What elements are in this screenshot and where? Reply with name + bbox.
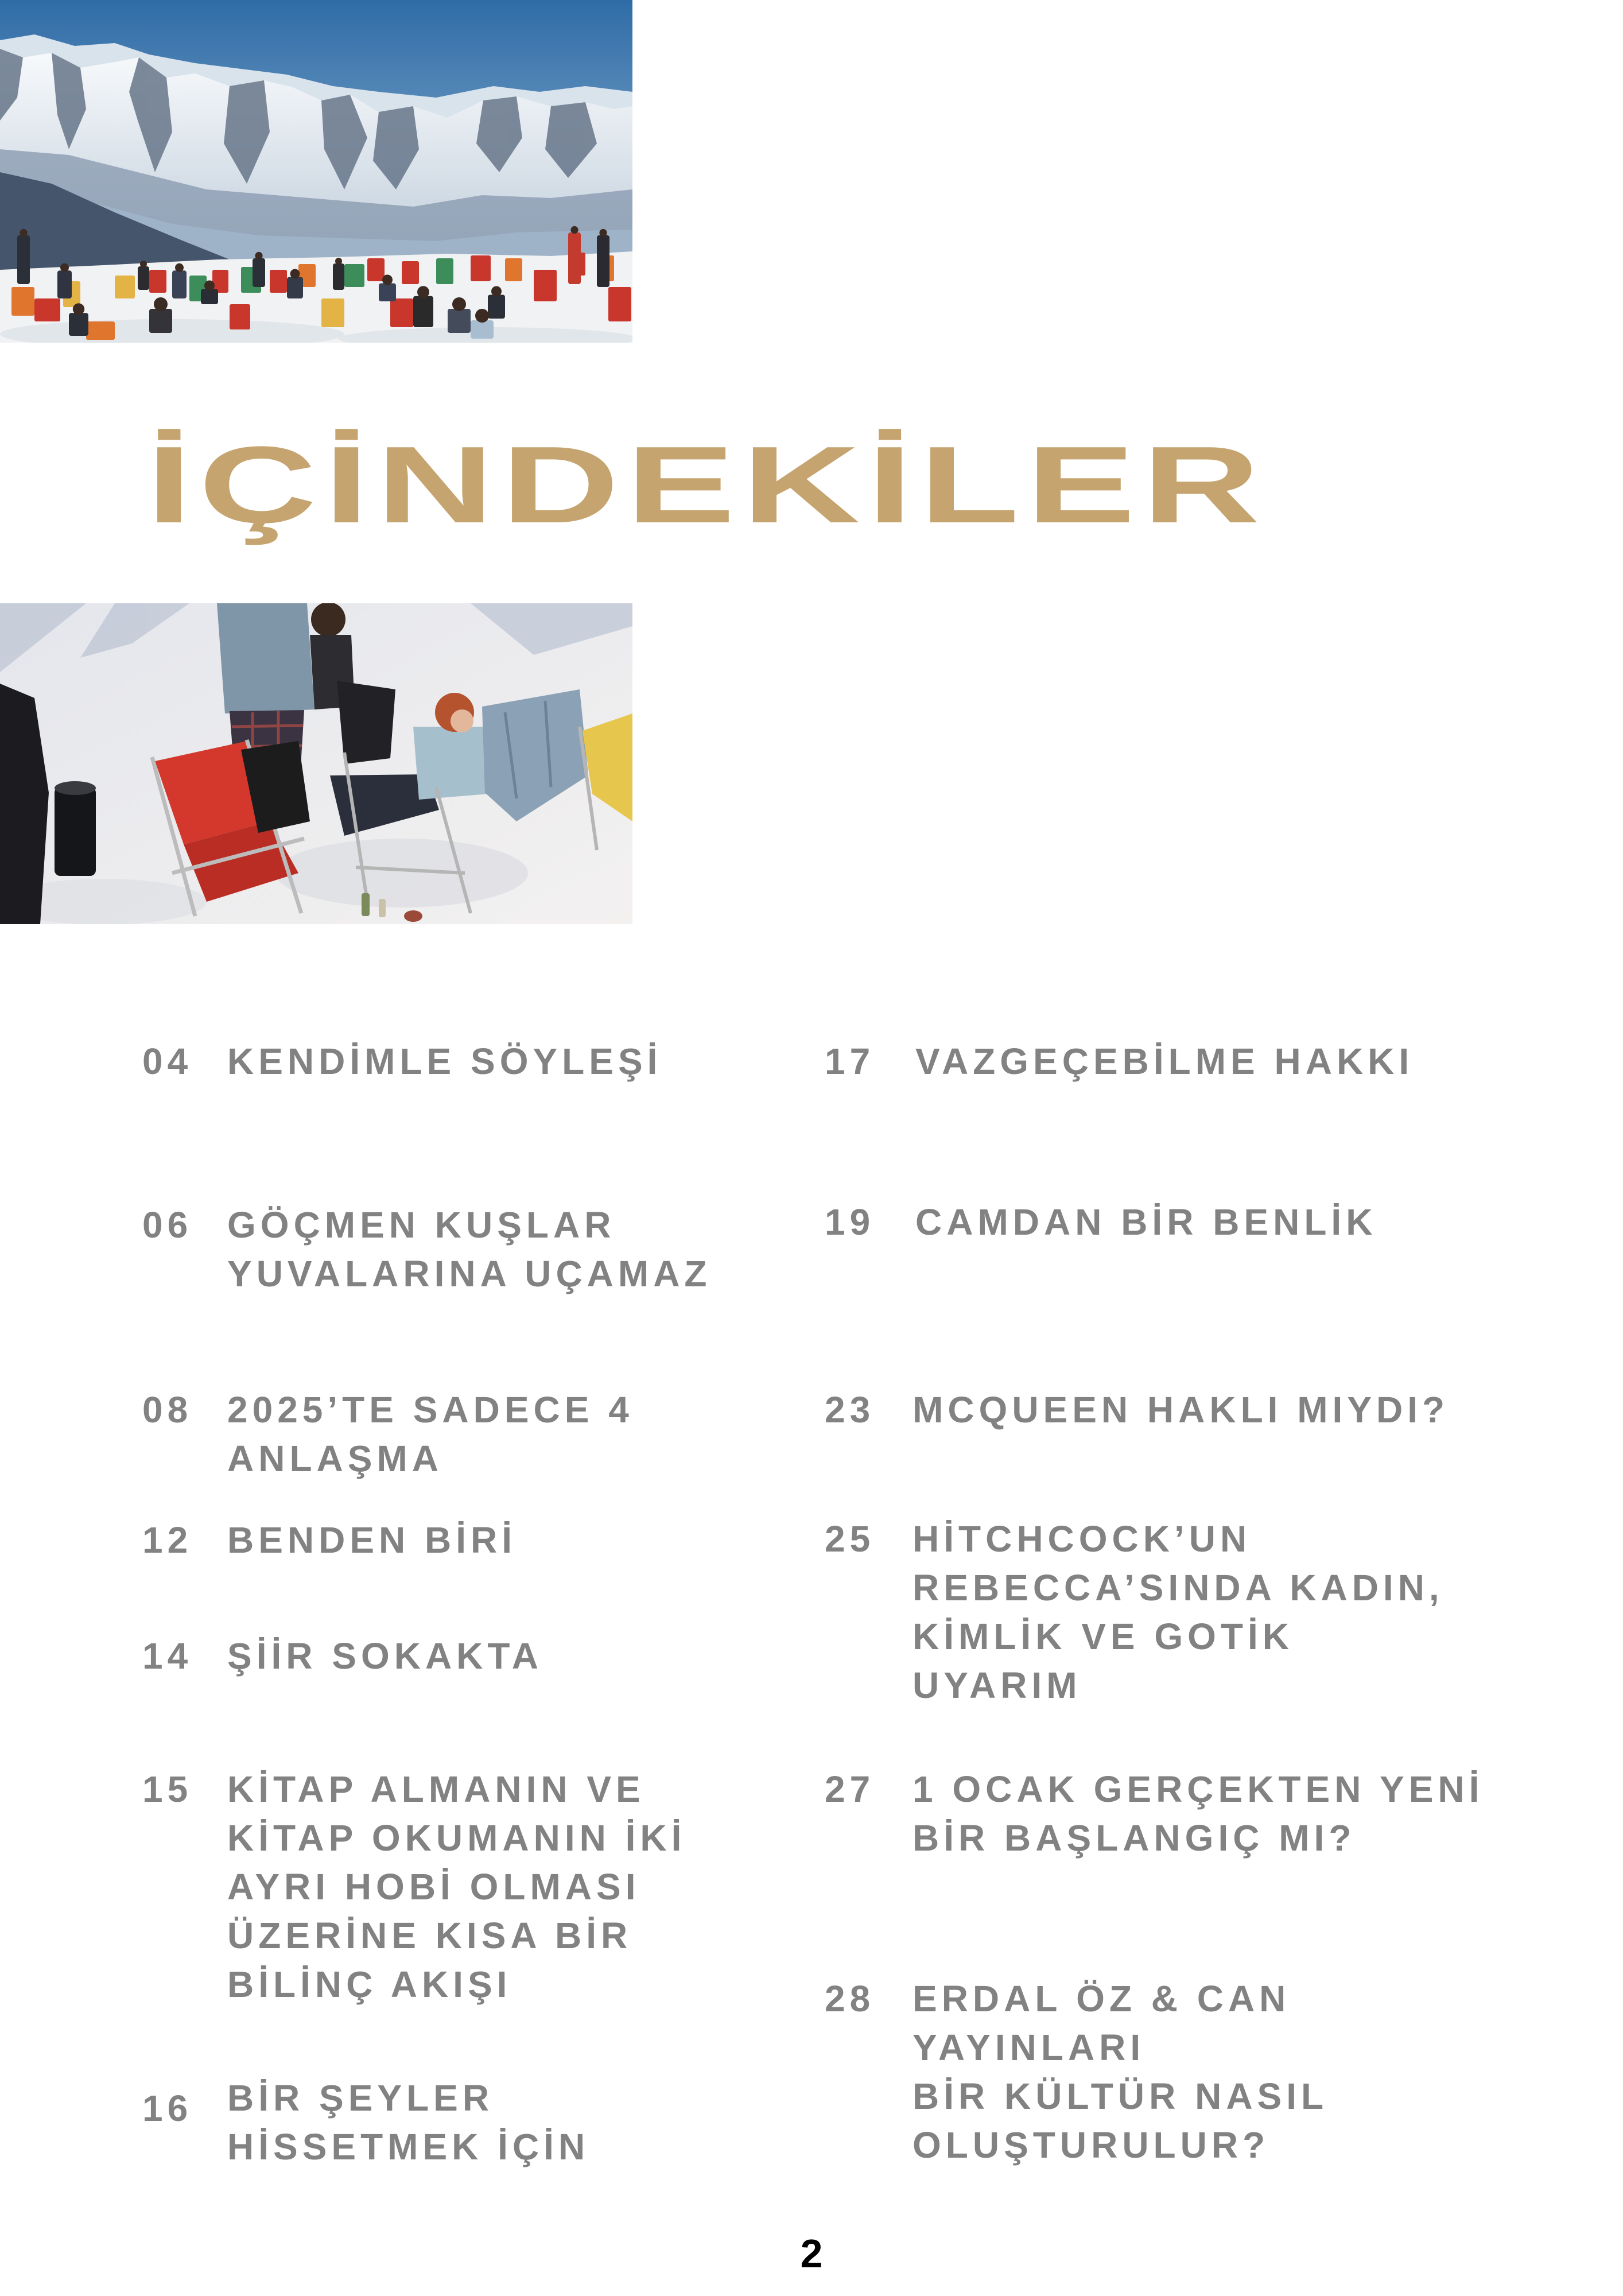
toc-page-number: 19 <box>825 1201 875 1243</box>
person-figure <box>201 289 218 305</box>
person-head <box>255 252 262 259</box>
toc-title-line: REBECCA’SINDA KADIN, <box>913 1567 1444 1608</box>
toc-page-number: 25 <box>825 1518 875 1560</box>
person-head <box>599 229 607 236</box>
bucket-rim <box>55 781 96 795</box>
person-figure <box>253 258 265 287</box>
toc-page-number: 06 <box>142 1204 193 1246</box>
toc-title-line: KİMLİK VE GOTİK <box>913 1616 1294 1657</box>
toc-title <box>913 1386 1449 1434</box>
person-figure <box>448 309 471 333</box>
person-figure <box>57 270 72 298</box>
deck-chair <box>230 304 250 329</box>
person-figure <box>172 270 187 298</box>
person-head <box>140 261 147 267</box>
toc-title-line: HİSSETMEK İÇİN <box>227 2126 590 2167</box>
toc-page-number: 15 <box>142 1768 193 1810</box>
deck-chair <box>436 258 453 284</box>
bottle <box>362 893 370 916</box>
deck-chair <box>86 321 115 340</box>
toc-title-line: BİR BAŞLANGIÇ MI? <box>913 1817 1356 1859</box>
toc-page-number: 14 <box>142 1635 193 1677</box>
toc-page-number: 27 <box>825 1768 875 1810</box>
person-figure <box>149 309 172 333</box>
toc-page-number: 17 <box>825 1041 875 1082</box>
toc-title-line: 1 OCAK GERÇEKTEN YENİ <box>913 1768 1484 1810</box>
snow-terrace-photo <box>0 603 632 924</box>
toc-title-line: ÜZERİNE KISA BİR <box>227 1915 632 1956</box>
deck-chair <box>471 255 491 281</box>
person-head <box>491 286 502 297</box>
person-head <box>154 297 168 311</box>
toc-title-line: ERDAL ÖZ & CAN <box>913 1978 1291 2019</box>
person-figure <box>488 295 505 319</box>
person-figure <box>379 284 396 302</box>
toc-title <box>913 1515 1444 1710</box>
deck-chair <box>115 276 135 298</box>
person-head <box>570 226 578 234</box>
person-head <box>382 275 393 285</box>
deck-chair <box>402 261 419 284</box>
person-head <box>475 309 489 323</box>
toc-title <box>227 2074 589 2171</box>
deck-chair <box>344 264 364 287</box>
toc-title <box>913 1975 1328 2170</box>
toc-title-line: ANLAŞMA <box>227 1438 443 1479</box>
toc-title-line: VAZGEÇEBİLME HAKKI <box>915 1041 1414 1082</box>
toc-page-number: 04 <box>142 1041 193 1082</box>
deck-chair <box>270 270 287 293</box>
person-head <box>20 229 27 236</box>
person-head <box>417 286 429 298</box>
deck-chair <box>149 270 166 293</box>
toc-title-line: KİTAP OKUMANIN İKİ <box>227 1817 686 1859</box>
toc-title-line: YUVALARINA UÇAMAZ <box>227 1253 712 1294</box>
toc-title <box>227 1386 634 1483</box>
person-figure <box>69 313 88 336</box>
ski-resort-mountain-photo <box>0 0 632 343</box>
person-head <box>175 263 184 272</box>
person-head <box>60 263 69 272</box>
person-figure <box>597 235 609 287</box>
cup <box>404 910 422 922</box>
toc-page-number: 08 <box>142 1389 193 1430</box>
toc-title-line: OLUŞTURULUR? <box>913 2124 1270 2166</box>
toc-title <box>227 1632 543 1681</box>
deck-chair <box>505 258 522 281</box>
toc-title-line: ŞİİR SOKAKTA <box>227 1635 543 1677</box>
deck-chair <box>321 298 344 327</box>
blue-sweater <box>217 603 314 713</box>
snow-texture <box>275 839 528 907</box>
toc-title-line: GÖÇMEN KUŞLAR <box>227 1204 616 1246</box>
deck-chair <box>390 298 413 327</box>
person-figure <box>138 266 149 290</box>
person-head <box>290 269 300 279</box>
toc-title-line: KENDİMLE SÖYLEŞİ <box>227 1041 662 1082</box>
person-figure <box>333 263 344 290</box>
toc-page-number: 28 <box>825 1978 875 2019</box>
person-figure <box>471 320 494 339</box>
toc-title <box>227 1516 517 1565</box>
deck-chair <box>534 270 557 301</box>
toc-title-line: 2025’TE SADECE 4 <box>227 1389 634 1430</box>
deck-chair <box>34 298 60 321</box>
person-head <box>204 281 215 291</box>
person-head <box>311 603 345 637</box>
toc-title-line: AYRI HOBİ OLMASI <box>227 1866 640 1907</box>
toc-title <box>915 1037 1414 1086</box>
deck-chair <box>11 287 34 316</box>
toc-title-line: BİR ŞEYLER <box>227 2077 494 2119</box>
toc-title <box>227 1037 662 1086</box>
toc-title-line: BİR KÜLTÜR NASIL <box>913 2076 1329 2117</box>
person-head <box>335 258 342 265</box>
toc-title <box>913 1765 1484 1863</box>
toc-title <box>227 1765 686 2009</box>
dark-coat <box>337 681 395 764</box>
toc-title-line: YAYINLARI <box>913 2027 1146 2068</box>
toc-title-line: KİTAP ALMANIN VE <box>227 1768 645 1810</box>
toc-page-number: 23 <box>825 1389 875 1430</box>
person-figure <box>413 296 433 327</box>
toc-page-number: 12 <box>142 1519 193 1561</box>
toc-title-line: CAMDAN BİR BENLİK <box>915 1201 1377 1243</box>
toc-title-line: MCQUEEN HAKLI MIYDI? <box>913 1389 1450 1430</box>
bottle <box>379 899 386 917</box>
page-title: İÇİNDEKİLER <box>146 424 1267 546</box>
light-blue-shirt <box>413 727 489 800</box>
toc-title-line: BENDEN BİRİ <box>227 1519 517 1561</box>
toc-title-line: UYARIM <box>913 1665 1082 1706</box>
deck-chair <box>608 287 631 321</box>
person-figure <box>568 232 581 284</box>
plaid-line <box>232 726 303 727</box>
page-number: 2 <box>800 2231 823 2276</box>
person-head <box>452 297 466 311</box>
deck-chair <box>367 258 385 281</box>
black-bucket <box>55 787 96 876</box>
toc-title <box>227 1201 712 1298</box>
toc-title-line: BİLİNÇ AKIŞI <box>227 1964 512 2005</box>
toc-page-number: 16 <box>142 2088 193 2129</box>
person-figure <box>17 235 30 284</box>
toc-title-line: HİTCHCOCK’UN <box>913 1518 1252 1560</box>
person-head <box>73 303 84 315</box>
face <box>451 709 473 732</box>
person-figure <box>287 277 303 298</box>
toc-title <box>915 1198 1377 1247</box>
